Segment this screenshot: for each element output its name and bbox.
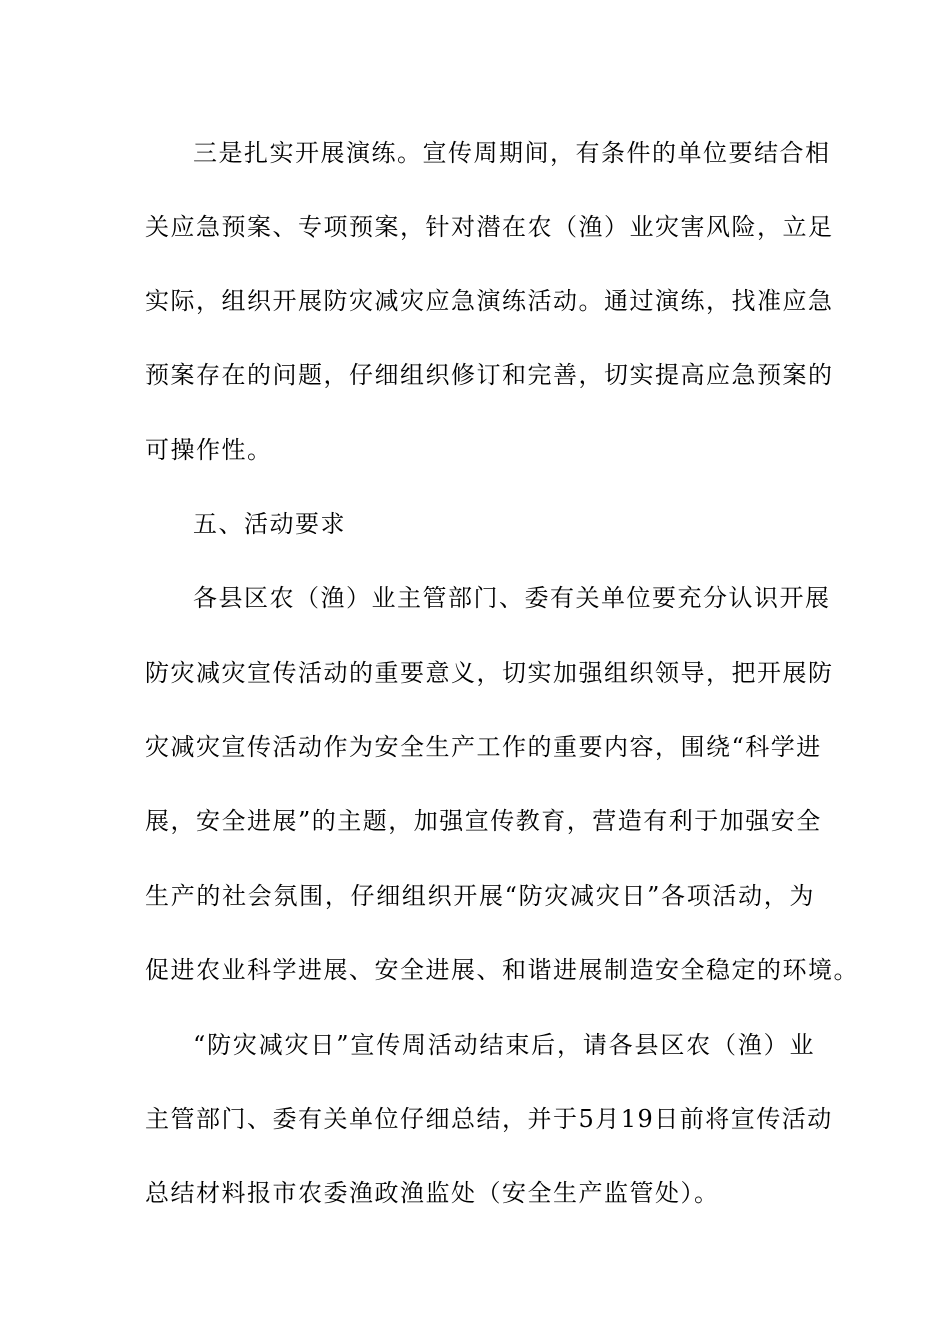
paragraph-line: 可操作性。: [145, 436, 273, 464]
section-heading: 五、活动要求: [193, 510, 346, 538]
paragraph-line: 各县区农（渔）业主管部门、委有关单位要充分认识开展: [193, 584, 831, 612]
paragraph-line: 关应急预案、专项预案，针对潜在农（渔）业灾害风险，立足: [145, 213, 834, 241]
paragraph-line: 主管部门、委有关单位仔细总结，并于5月19日前将宣传活动: [145, 1105, 833, 1133]
paragraph-line: 防灾减灾宣传活动的重要意义，切实加强组织领导，把开展防: [145, 659, 834, 687]
paragraph-line: 促进农业科学进展、安全进展、和谐进展制造安全稳定的环境。: [145, 956, 859, 984]
paragraph-line: 预案存在的问题，仔细组织修订和完善，切实提高应急预案的: [145, 361, 834, 389]
paragraph-line: 总结材料报市农委渔政渔监处（安全生产监管处）。: [145, 1179, 720, 1207]
paragraph-line: “防灾减灾日”宣传周活动结束后，请各县区农（渔）业: [193, 1031, 815, 1059]
paragraph-line: 灾减灾宣传活动作为安全生产工作的重要内容，围绕“科学进: [145, 733, 822, 761]
paragraph-line: 展，安全进展”的主题，加强宣传教育，营造有利于加强安全: [145, 807, 822, 835]
paragraph-line: 生产的社会氛围，仔细组织开展“防灾减灾日”各项活动，为: [145, 882, 815, 910]
paragraph-line: 实际，组织开展防灾减灾应急演练活动。通过演练，找准应急: [145, 287, 834, 315]
paragraph-line: 三是扎实开展演练。宣传周期间，有条件的单位要结合相: [193, 139, 831, 167]
